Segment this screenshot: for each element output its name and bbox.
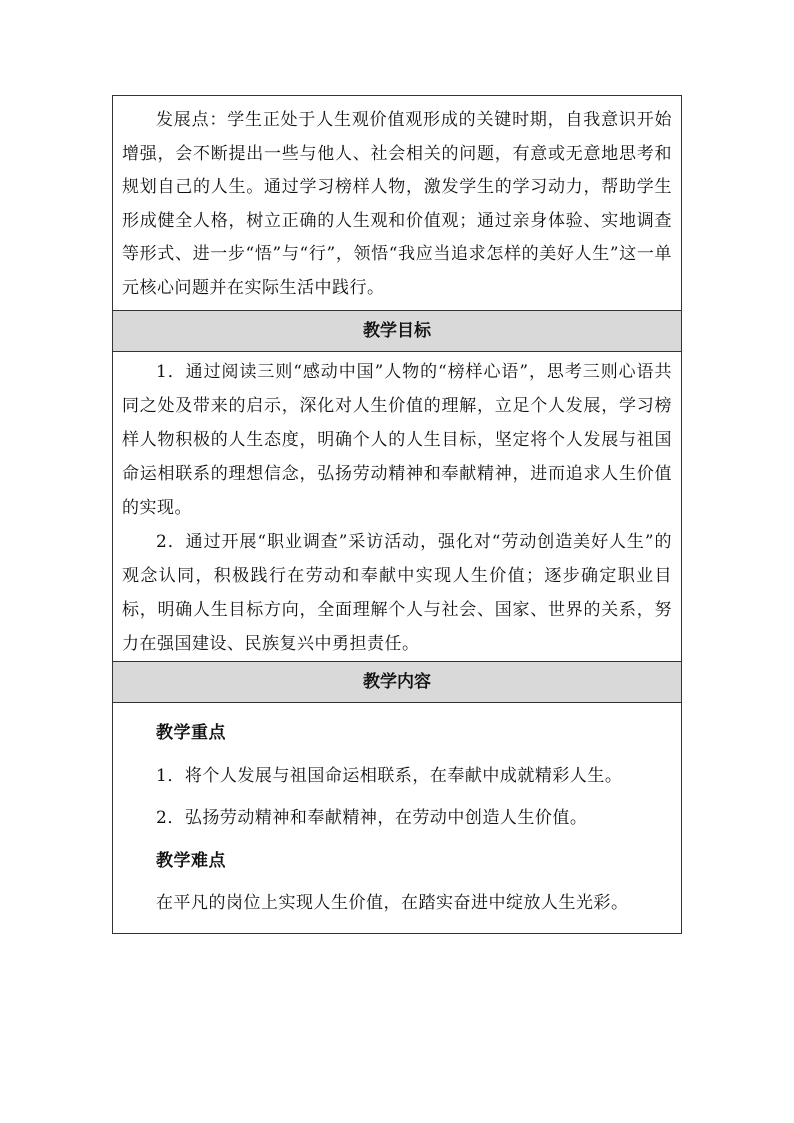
lesson-plan-table: [112, 95, 682, 934]
content-cell: [113, 703, 681, 933]
difficulties-heading: 教学难点: [156, 850, 226, 871]
objective-item-1: 1．通过阅读三则“感动中国”人物的“榜样心语”，思考三则心语共同之处及带来的启示，深化对人生价值的理解，立足个人发展，学习榜样人物积极的人生态度，明确个人的人生目标，坚定将个人发展与祖国命运相联系的理想信念，弘扬劳动精神和奉献精神，进而追求人生价值的实现。: [122, 362, 672, 518]
difficulty-item-1: 在平凡的岗位上实现人生价值，在踏实奋进中绽放人生光彩。: [156, 893, 629, 913]
key-point-item-2: 2．弘扬劳动精神和奉献精神，在劳动中创造人生价值。: [156, 808, 588, 828]
content-header: 教学内容: [113, 662, 681, 703]
objective-item-2: 2．通过开展“职业调查”采访活动，强化对“劳动创造美好人生”的观念认同，积极践行在劳动和奉献中实现人生价值；逐步确定职业目标，明确人生目标方向，全面理解个人与社会、国家、世界的关系，努力在强国建设、民族复兴中勇担责任。: [122, 532, 672, 654]
key-point-item-1: 1．将个人发展与祖国命运相联系，在奉献中成就精彩人生。: [156, 765, 623, 786]
development-point-text: 发展点：学生正处于人生观价值观形成的关键时期，自我意识开始增强，会不断提出一些与他人、社会相关的问题，有意或无意地思考和规划自己的人生。通过学习榜样人物，激发学生的学习动力，帮助学生形成健全人格，树立正确的人生观和价值观；通过亲身体验、实地调查等形式、进一步“悟”与“行”，领悟“我应当追求怎样的美好人生”这一单元核心问题并在实际生活中践行。: [122, 110, 672, 298]
objectives-header: 教学目标: [113, 311, 681, 352]
development-point-cell: [113, 96, 681, 311]
objectives-cell: [113, 352, 681, 662]
key-points-heading: 教学重点: [156, 723, 226, 743]
